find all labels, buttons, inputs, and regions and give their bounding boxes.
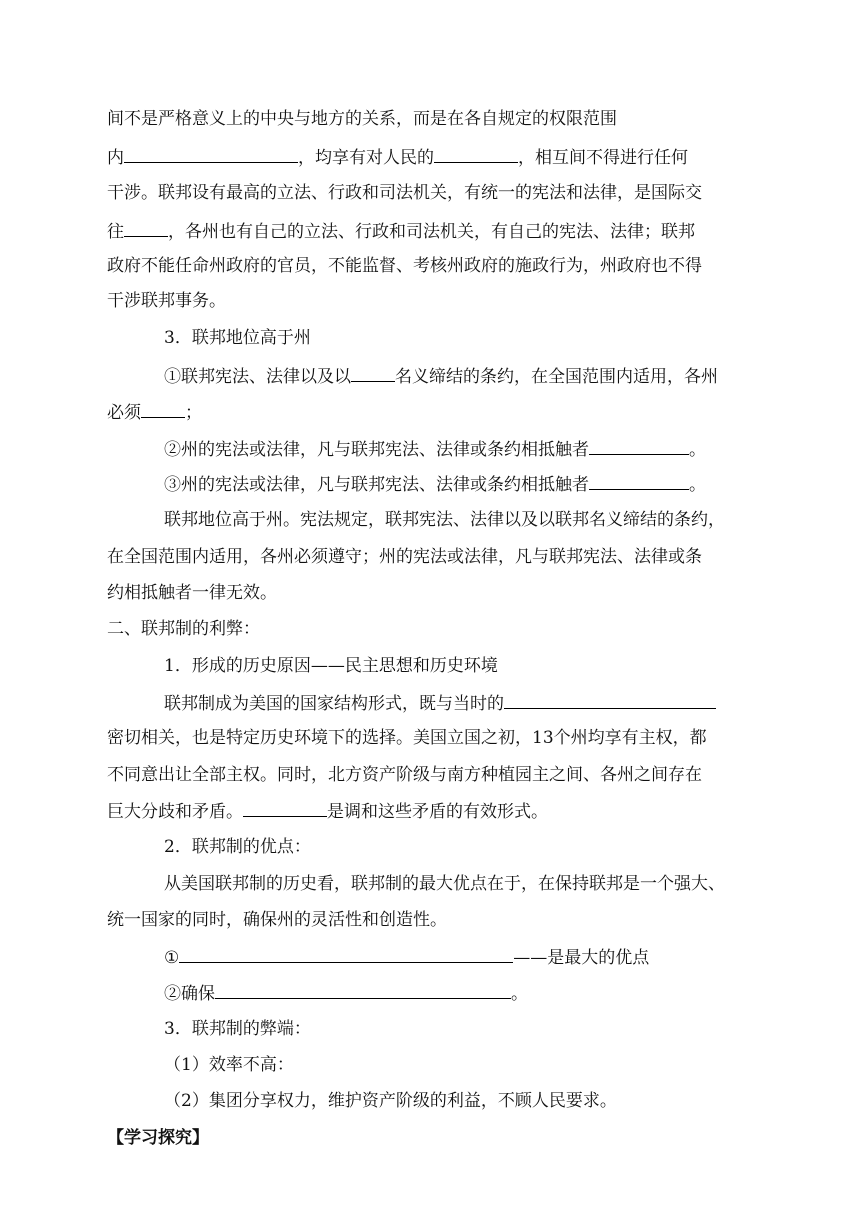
fill-line: 巨大分歧和矛盾。 是调和这些矛盾的有效形式。: [0, 799, 860, 823]
answer-blank[interactable]: [434, 145, 518, 163]
text-line: 约相抵触者一律无效。: [107, 583, 277, 603]
answer-blank[interactable]: [124, 219, 168, 237]
fill-line: ① ——是最大的优点: [0, 945, 860, 969]
text-line: 间不是严格意义上的中央与地方的关系，而是在各自规定的权限范围: [107, 109, 617, 129]
section-heading: 3．联邦制的弊端：: [164, 1019, 311, 1039]
answer-blank[interactable]: [351, 364, 395, 382]
text-line: 密切相关，也是特定历史环境下的选择。美国立国之初，13个州均享有主权，都: [107, 728, 707, 748]
section-heading: 【学习探究】: [107, 1128, 209, 1148]
fill-line: 往 ，各州也有自己的立法、行政和司法机关，有自己的宪法、法律；联邦: [0, 219, 860, 243]
fill-line: ①联邦宪法、法律以及以 名义缔结的条约，在全国范围内适用，各州: [0, 364, 860, 388]
answer-blank[interactable]: [243, 799, 327, 817]
answer-blank[interactable]: [589, 437, 689, 455]
text-line: 联邦地位高于州。宪法规定，联邦宪法、法律以及以联邦名义缔结的条约，: [164, 510, 725, 530]
text-line: 从美国联邦制的历史看，联邦制的最大优点在于，在保持联邦是一个强大、: [164, 874, 725, 894]
section-heading: 1．形成的历史原因——民主思想和历史环境: [164, 656, 498, 676]
answer-blank[interactable]: [124, 145, 298, 163]
fill-line: ②确保 。: [0, 981, 860, 1005]
section-heading: 2．联邦制的优点：: [164, 837, 311, 857]
fill-line: ②州的宪法或法律，凡与联邦宪法、法律或条约相抵触者 。: [0, 437, 860, 461]
text-line: 在全国范围内适用，各州必须遵守；州的宪法或法律，凡与联邦宪法、法律或条: [107, 547, 702, 567]
text-line: 政府不能任命州政府的官员，不能监督、考核州政府的施政行为，州政府也不得: [107, 256, 702, 276]
fill-line: 内 ，均享有对人民的 ，相互间不得进行任何: [0, 145, 860, 169]
text-line: （2）集团分享权力，维护资产阶级的利益，不顾人民要求。: [164, 1091, 617, 1111]
text-line: 统一国家的同时，确保州的灵活性和创造性。: [107, 910, 447, 930]
section-heading: 3．联邦地位高于州: [164, 328, 311, 348]
fill-line: 联邦制成为美国的国家结构形式，既与当时的: [0, 691, 860, 715]
text-line: 干涉联邦事务。: [107, 291, 226, 311]
answer-blank[interactable]: [141, 400, 185, 418]
section-heading: 二、联邦制的利弊：: [107, 619, 260, 639]
text-line: 不同意出让全部主权。同时，北方资产阶级与南方种植园主之间、各州之间存在: [107, 765, 702, 785]
fill-line: ③州的宪法或法律，凡与联邦宪法、法律或条约相抵触者 。: [0, 472, 860, 496]
answer-blank[interactable]: [179, 945, 513, 963]
answer-blank[interactable]: [589, 472, 689, 490]
answer-blank[interactable]: [215, 981, 511, 999]
answer-blank[interactable]: [504, 691, 716, 709]
fill-line: 必须 ；: [0, 400, 860, 424]
text-line: 干涉。联邦设有最高的立法、行政和司法机关，有统一的宪法和法律，是国际交: [107, 183, 702, 203]
text-line: （1）效率不高：: [164, 1055, 294, 1075]
